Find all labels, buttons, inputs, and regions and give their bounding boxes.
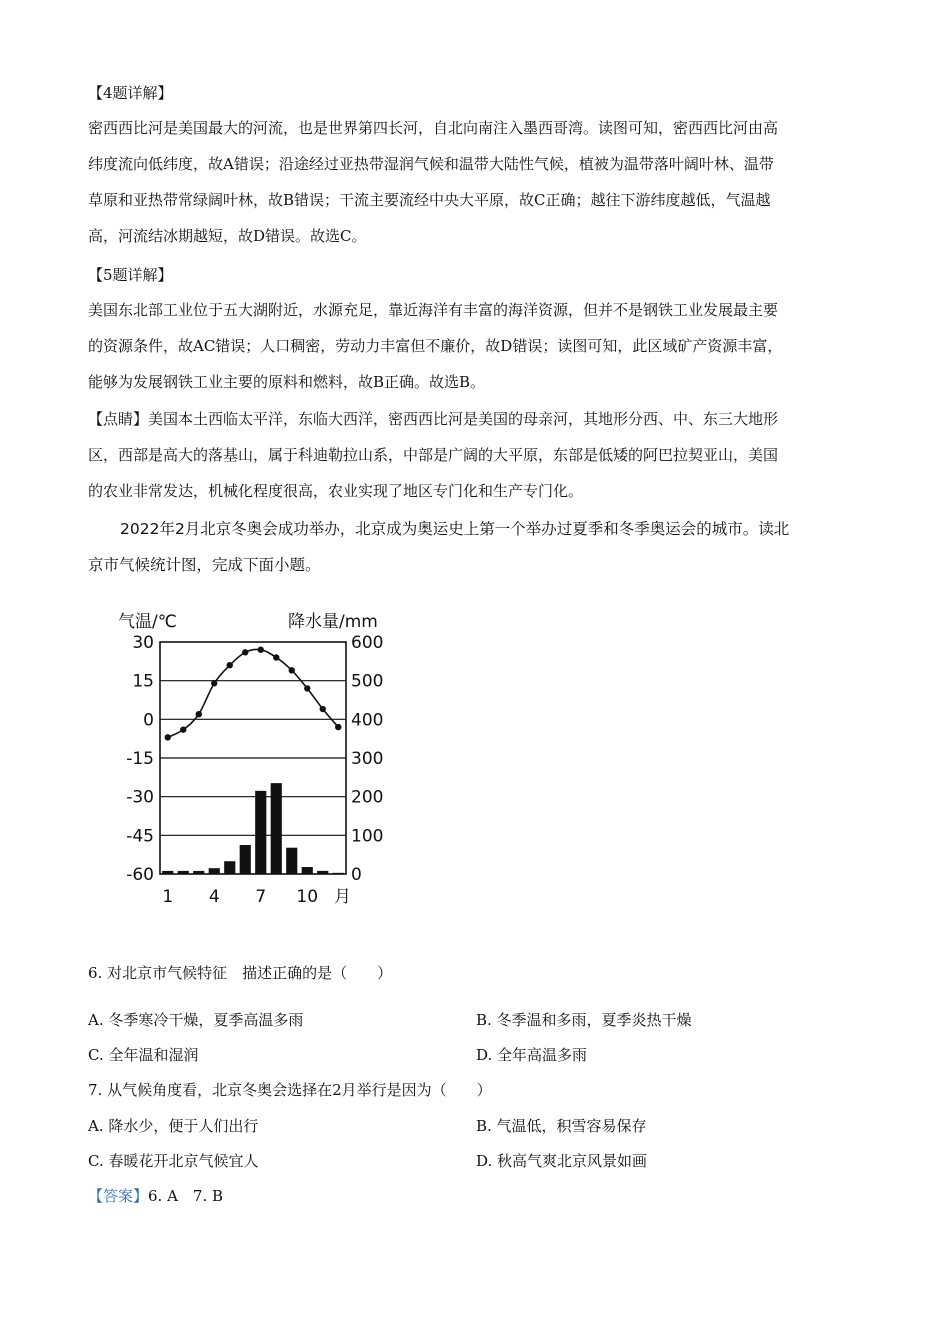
key-point-paragraph [88, 401, 863, 509]
precip-tick-label: 500 [351, 671, 384, 692]
precip-bar [162, 871, 173, 874]
question-intro [88, 511, 868, 583]
precip-tick-label: 100 [351, 826, 384, 847]
q5-detail-line: 的资源条件，故AC错误；人口稠密，劳动力丰富但不廉价，故D错误；读图可知，此区域矿产资源丰富， [88, 337, 783, 355]
q4-detail-title: 【4题详解】 [88, 84, 173, 102]
q6-option-b[interactable]: B. 冬季温和多雨，夏季炎热干燥 [476, 1011, 692, 1029]
temperature-point [289, 667, 295, 673]
month-tick-label: 4 [208, 887, 220, 907]
precip-tick-label: 200 [351, 787, 384, 808]
month-tick-label: 1 [162, 887, 174, 907]
q5-detail-title: 【5题详解】 [88, 266, 173, 284]
q4-detail-line: 高，河流结冰期越短，故D错误。故选C。 [88, 227, 367, 245]
q7-option-c[interactable]: C. 春暖花开北京气候宜人 [88, 1152, 259, 1170]
temperature-point [227, 662, 233, 668]
intro-line: 2022年2月北京冬奥会成功举办，北京成为奥运史上第一个举办过夏季和冬季奥运会的城市。读北 [120, 520, 790, 538]
temp-tick-label: 30 [132, 633, 154, 653]
q6-stem: 6. 对北京市气候特征 描述正确的是（ ） [88, 964, 393, 982]
precip-bar [286, 848, 297, 874]
temp-tick-label: -45 [126, 826, 154, 847]
month-unit-label: 月 [334, 887, 351, 907]
q6-option-c[interactable]: C. 全年温和湿润 [88, 1046, 199, 1064]
q7-stem: 7. 从气候角度看，北京冬奥会选择在2月举行是因为（ ） [88, 1081, 492, 1099]
answer-text: 6. A 7. B [148, 1187, 224, 1205]
precip-bar [178, 871, 189, 874]
temperature-point [165, 734, 171, 740]
answer-line [88, 1185, 223, 1206]
key-point-line: 区，西部是高大的落基山，属于科迪勒拉山系，中部是广阔的大平原，东部是低矮的阿巴拉契亚山，美国 [88, 446, 779, 464]
temp-tick-label: 15 [132, 671, 154, 692]
temperature-curve [168, 649, 339, 737]
precip-bar [240, 845, 251, 874]
q7-option-b[interactable]: B. 气温低，积雪容易保存 [476, 1117, 647, 1135]
q5-detail-paragraph [88, 292, 863, 400]
temperature-point [320, 706, 326, 712]
q6-option-d[interactable]: D. 全年高温多雨 [476, 1046, 588, 1064]
precip-tick-labels [351, 633, 383, 885]
intro-line: 京市气候统计图，完成下面小题。 [88, 556, 321, 574]
precip-tick-label: 400 [351, 710, 384, 731]
precip-bar [224, 861, 235, 874]
temp-tick-label: -30 [126, 787, 154, 808]
precip-bar [271, 783, 282, 874]
temperature-point [196, 711, 202, 717]
precip-bar [255, 791, 266, 874]
precip-tick-label: 600 [351, 633, 384, 653]
key-point-line: 的农业非常发达，机械化程度很高，农业实现了地区专门化和生产专门化。 [88, 482, 584, 500]
precip-bar [302, 867, 313, 874]
month-tick-labels [162, 887, 318, 907]
month-tick-label: 7 [255, 887, 267, 907]
month-tick-label: 10 [296, 887, 319, 907]
precip-axis-label: 降水量/mm [288, 612, 378, 632]
precip-tick-label: 300 [351, 749, 384, 769]
precip-bar [333, 873, 344, 874]
precip-bar [193, 871, 204, 874]
temperature-points [165, 647, 342, 741]
temperature-point [211, 680, 217, 686]
q5-detail-line: 能够为发展钢铁工业主要的原料和燃料，故B正确。故选B。 [88, 373, 486, 391]
temp-tick-label: -60 [126, 865, 154, 885]
temp-axis-label: 气温/℃ [118, 612, 177, 632]
q7-option-a[interactable]: A. 降水少，便于人们出行 [88, 1117, 259, 1135]
temp-tick-labels [126, 633, 154, 885]
q4-detail-line: 密西西比河是美国最大的河流，也是世界第四长河，自北向南注入墨西哥湾。读图可知，密西西比河由高 [88, 119, 779, 137]
temperature-point [258, 647, 264, 653]
temp-tick-label: 0 [143, 710, 154, 731]
q7-option-d[interactable]: D. 秋高气爽北京风景如画 [476, 1152, 648, 1170]
precip-tick-label: 0 [351, 865, 362, 885]
q4-detail-line: 草原和亚热带常绿阔叶林，故B错误；干流主要流经中央大平原，故C正确；越往下游纬度越低，气温越 [88, 191, 771, 209]
key-point-line: 【点睛】美国本土西临太平洋，东临大西洋，密西西比河是美国的母亲河，其地形分西、中、东三大地形 [88, 410, 779, 428]
q4-detail-paragraph [88, 110, 863, 254]
temperature-point [273, 654, 279, 660]
beijing-climate-chart [110, 605, 410, 910]
precip-bar [209, 868, 220, 874]
temperature-point [242, 649, 248, 655]
precip-bar [317, 871, 328, 874]
temperature-point [180, 726, 186, 732]
q4-detail-line: 纬度流向低纬度，故A错误；沿途经过亚热带湿润气候和温带大陆性气候，植被为温带落叶阔叶林、温带 [88, 155, 774, 173]
temperature-point [304, 685, 310, 691]
q5-detail-line: 美国东北部工业位于五大湖附近，水源充足，靠近海洋有丰富的海洋资源，但并不是钢铁工业发展最主要 [88, 301, 779, 319]
q6-option-a[interactable]: A. 冬季寒冷干燥，夏季高温多雨 [88, 1011, 304, 1029]
temperature-point [335, 724, 341, 730]
temp-tick-label: -15 [126, 749, 154, 769]
answer-tag: 【答案】 [88, 1187, 149, 1205]
